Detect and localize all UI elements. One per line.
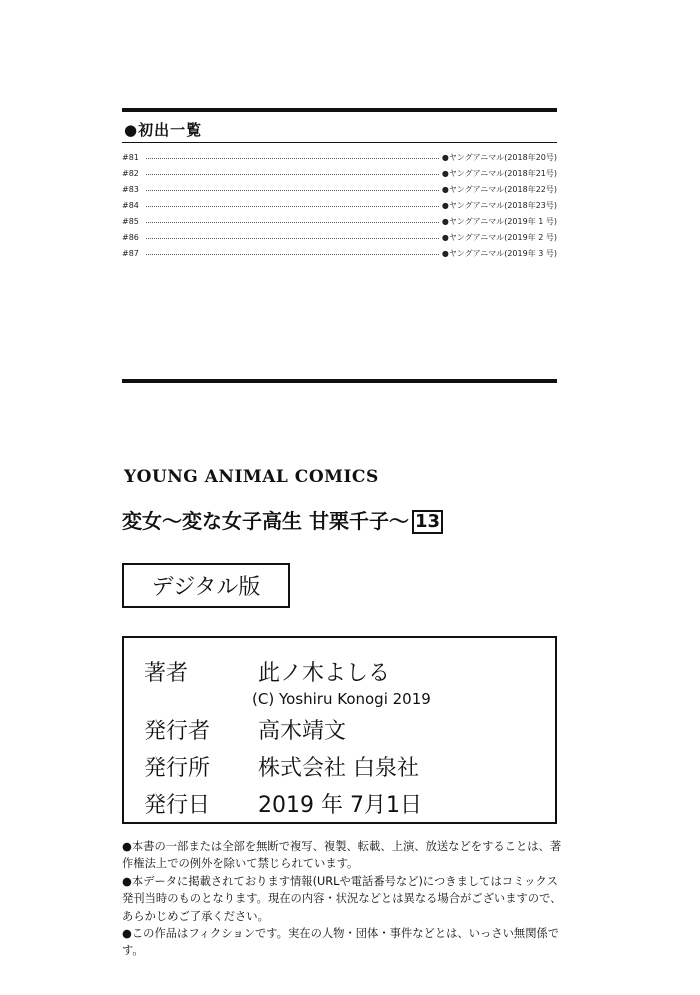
author-label: 著者 [144,661,189,686]
chapter-number: #87 [122,248,139,258]
credits-box [122,636,557,824]
chapter-source: ●ヤングアニマル(2018年23号) [441,200,557,210]
edition-label: デジタル版 [122,563,290,608]
company-label: 発行所 [144,756,211,781]
first-appearance-title: ●初出一覧 [124,121,203,139]
title-underline [122,142,557,143]
list-item [122,245,557,261]
volume-number: 13 [412,510,443,534]
author-name: 此ノ木よしる [258,661,391,686]
dot-leader [146,222,439,223]
legal-note: ●この作品はフィクションです。実在の人物・団体・事件などとは、いっさい無関係です。 [122,927,560,958]
dot-leader [146,174,439,175]
dot-leader [146,238,439,239]
chapter-source: ●ヤングアニマル(2018年21号) [441,168,557,178]
publisher-label: 発行者 [144,719,211,744]
chapter-number: #86 [122,232,139,242]
chapter-source: ●ヤングアニマル(2019年 1 号) [441,216,557,226]
series-name: YOUNG ANIMAL COMICS [124,467,379,487]
dot-leader [146,254,439,255]
top-divider [122,108,557,112]
list-item [122,149,557,165]
list-item [122,213,557,229]
chapter-number: #85 [122,216,139,226]
legal-note: ●本書の一部または全部を無断で複写、複製、転載、上演、放送などをすることは、著作権法上での例外を除いて禁じられています。 [122,840,562,871]
chapter-number: #82 [122,168,139,178]
chapter-number: #81 [122,152,139,162]
dot-leader [146,158,439,159]
chapter-source: ●ヤングアニマル(2019年 2 号) [441,232,557,242]
list-item [122,181,557,197]
dot-leader [146,206,439,207]
publisher-name: 高木靖文 [258,719,347,744]
first-appearance-list [122,149,557,261]
chapter-number: #83 [122,184,139,194]
publish-date: 2019 年 7月1日 [258,793,422,818]
list-item [122,165,557,181]
legal-note: ●本データに掲載されております情報(URLや電話番号など)につきましてはコミックス発刊当時のものとなります。現在の内容・状況などとは異なる場合がございますので、あらかじめご了承ください。 [122,874,562,923]
copyright-notice: (C) Yoshiru Konogi 2019 [252,690,431,708]
book-title [122,505,443,534]
middle-divider [122,379,557,383]
list-item [122,229,557,245]
date-label: 発行日 [144,793,211,818]
list-item [122,197,557,213]
chapter-number: #84 [122,200,139,210]
book-title-text: 変女〜変な女子高生 甘栗千子〜 [122,509,409,533]
chapter-source: ●ヤングアニマル(2018年20号) [441,152,557,162]
chapter-source: ●ヤングアニマル(2019年 3 号) [441,248,557,258]
chapter-source: ●ヤングアニマル(2018年22号) [441,184,557,194]
company-name: 株式会社 白泉社 [258,756,419,781]
legal-notes [122,838,562,960]
dot-leader [146,190,439,191]
